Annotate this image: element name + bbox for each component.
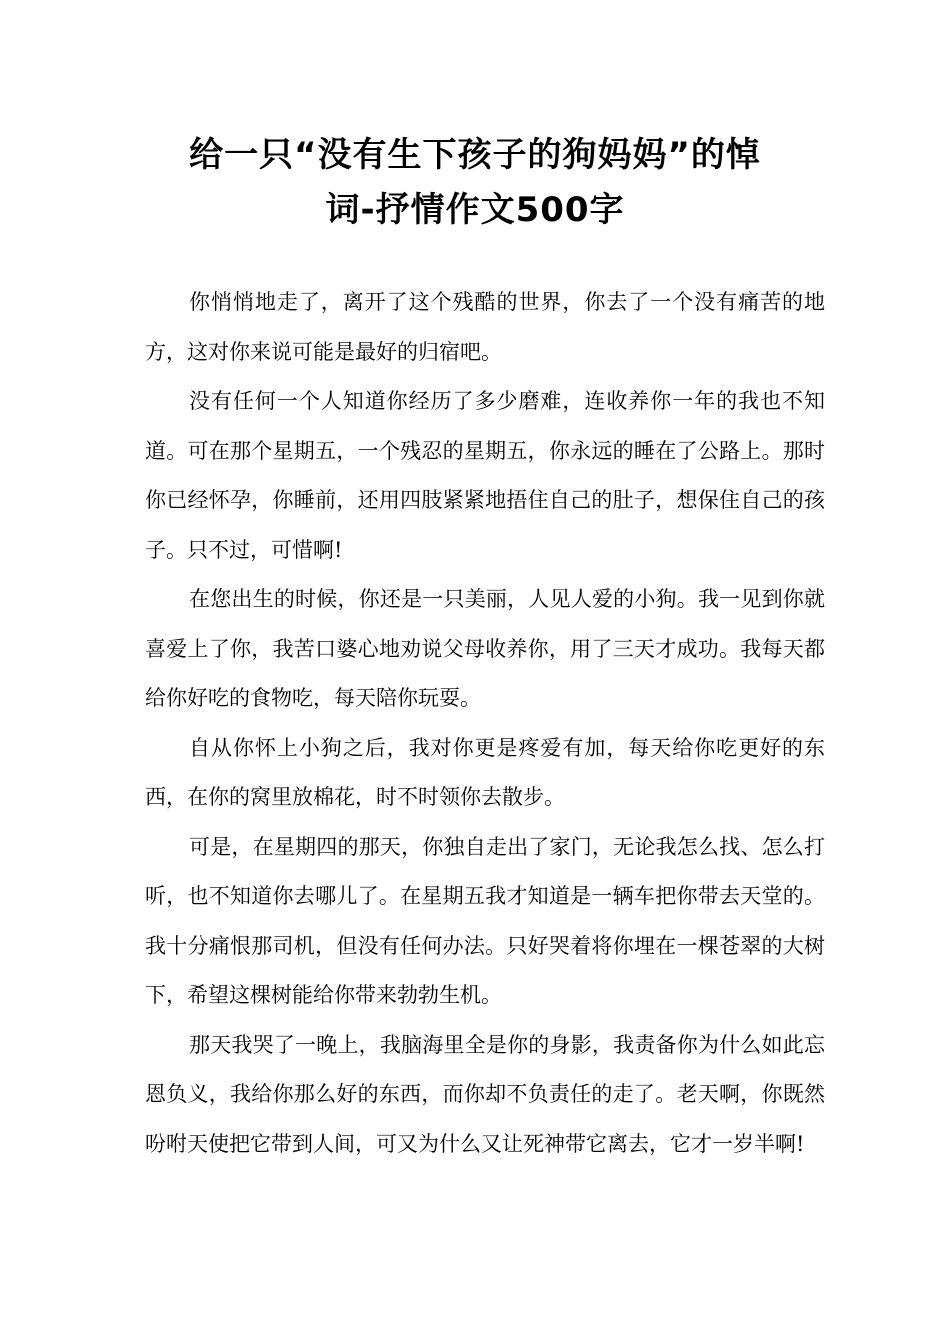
document-title [120,128,830,238]
paragraph-4: 自从你怀上小狗之后，我对你更是疼爱有加，每天给你吃更好的东西，在你的窝里放棉花，时不时领你去散步。 [145,735,825,809]
title-line-1: 给一只“没有生下孩子的狗妈妈”的悼 [189,135,761,175]
paragraph-1: 你悄悄地走了，离开了这个残酷的世界，你去了一个没有痛苦的地方，这对你来说可能是最好的归宿吧。 [145,290,825,364]
paragraph-3: 在您出生的时候，你还是一只美丽，人见人爱的小狗。我一见到你就喜爱上了你，我苦口婆心地劝说父母收养你，用了三天才成功。我每天都给你好吃的食物吃，每天陪你玩耍。 [145,587,825,710]
paragraph-5: 可是，在星期四的那天，你独自走出了家门，无论我怎么找、怎么打听，也不知道你去哪儿了。在星期五我才知道是一辆车把你带去天堂的。我十分痛恨那司机，但没有任何办法。只好哭着将你埋在一棵苍翠的大树下，希望这棵树能给你带来勃勃生机。 [145,834,825,1007]
title-line-2: 词-抒情作文500字 [325,190,625,230]
paragraph-6: 那天我哭了一晚上，我脑海里全是你的身影，我责备你为什么如此忘恩负义，我给你那么好的东西，而你却不负责任的走了。老天啊，你既然吩咐天使把它带到人间，可又为什么又让死神带它离去，它才一岁半啊! [145,1032,825,1156]
document-body [145,278,825,1169]
paragraph-2: 没有任何一个人知道你经历了多少磨难，连收养你一年的我也不知道。可在那个星期五，一个残忍的星期五，你永远的睡在了公路上。那时你已经怀孕，你睡前，还用四肢紧紧地捂住自己的肚子，想保住自己的孩子。只不过，可惜啊! [145,389,825,562]
